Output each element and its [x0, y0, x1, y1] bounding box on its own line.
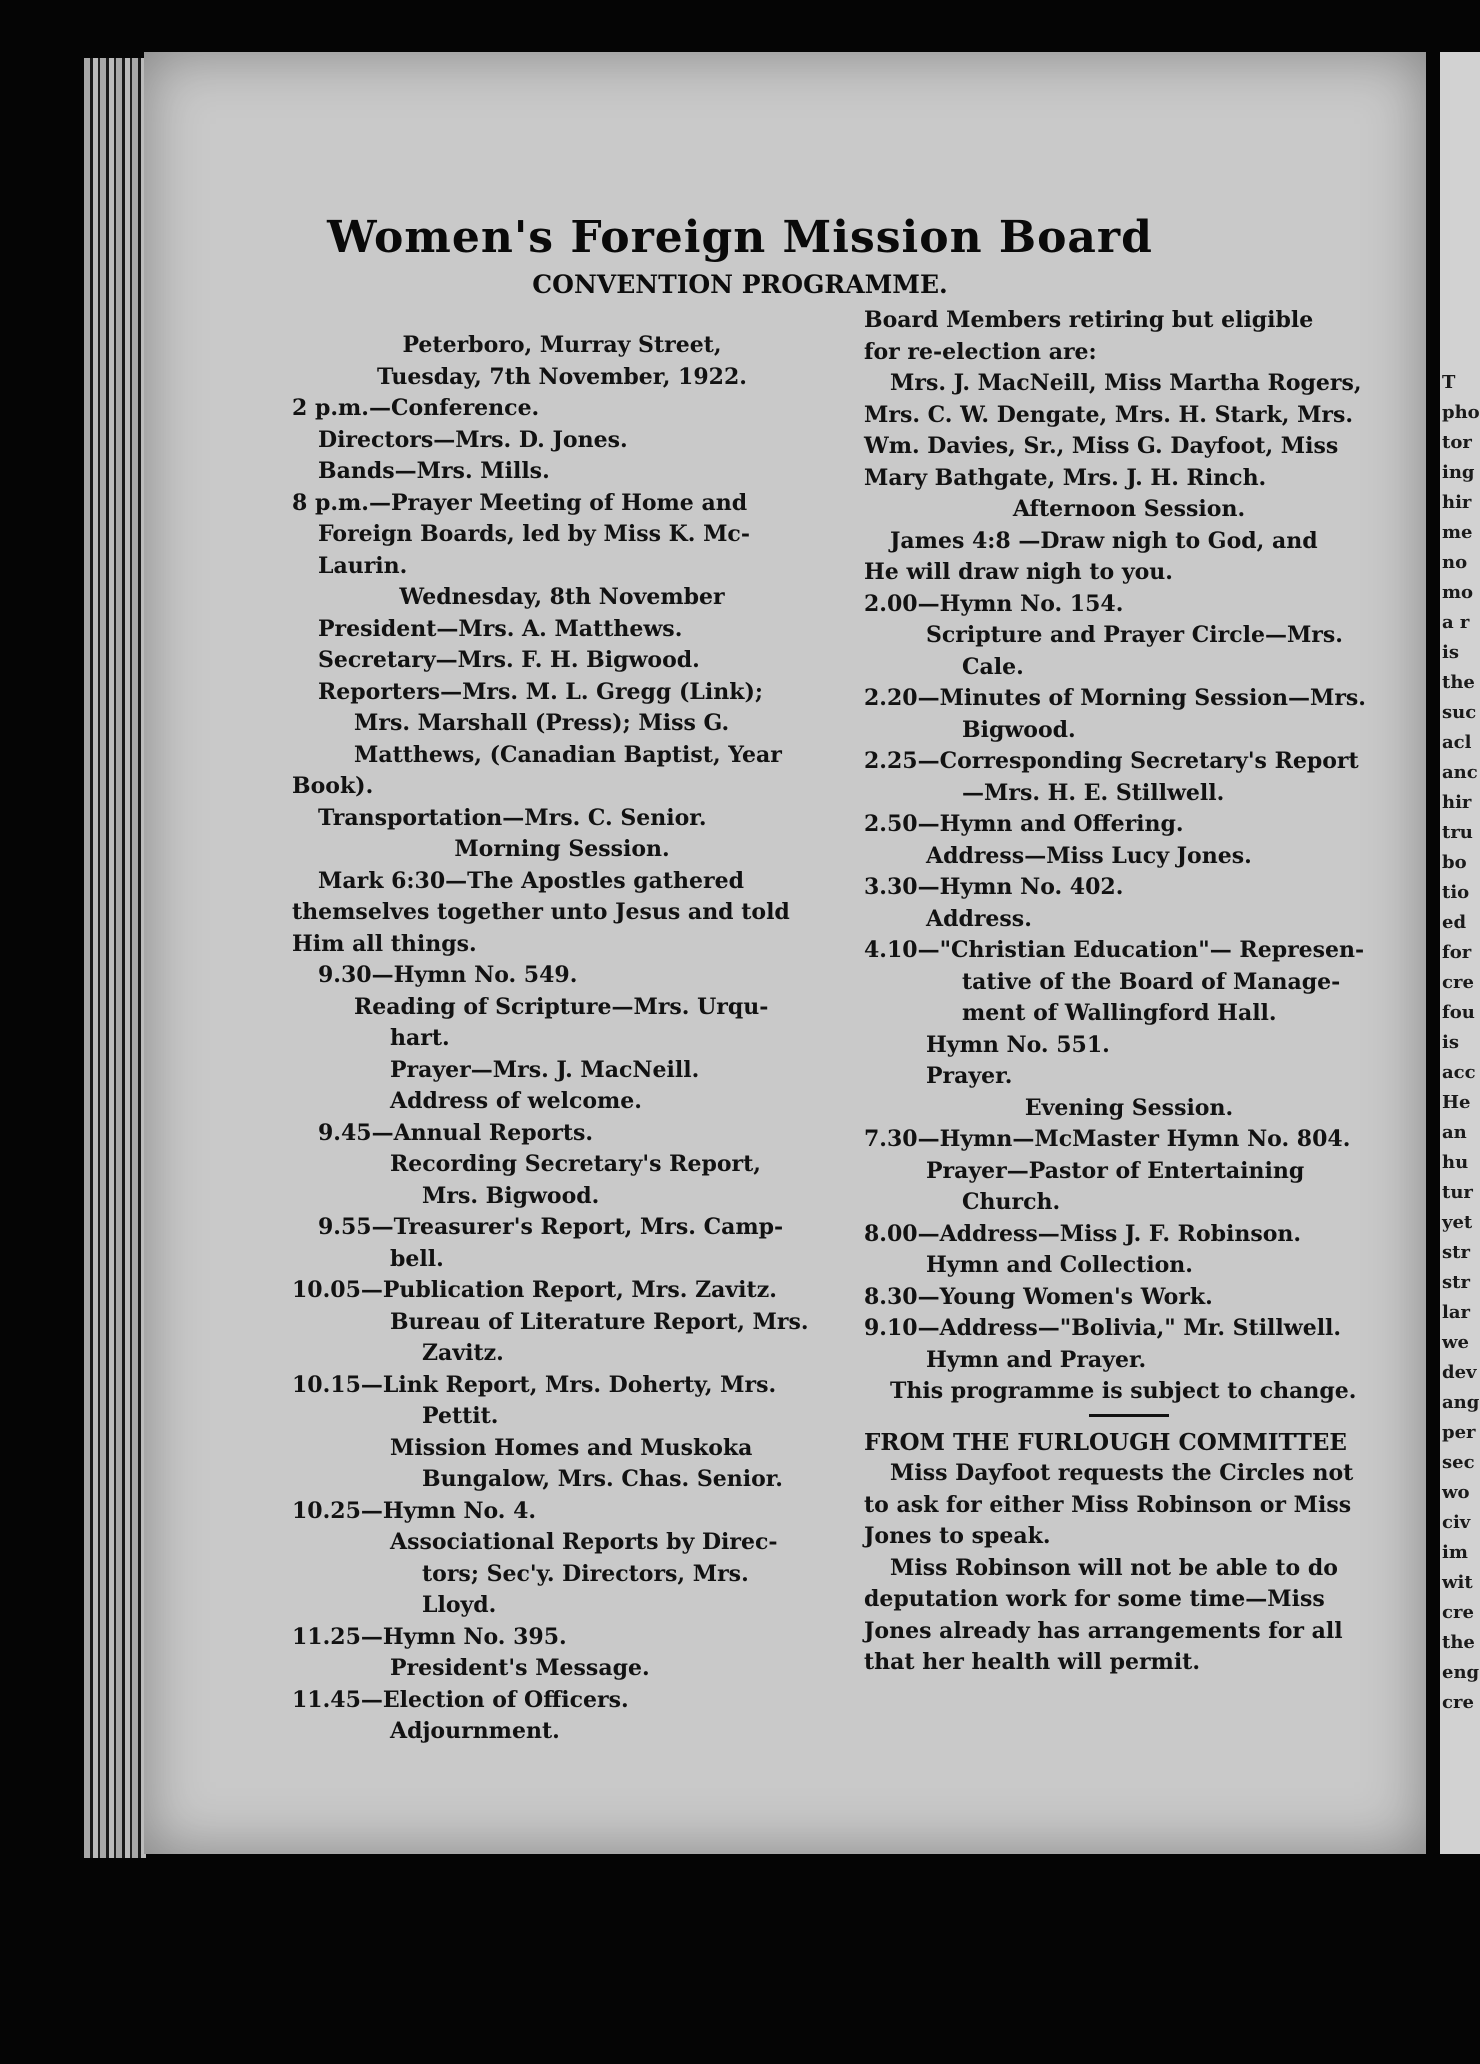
programme-line: for re-election are:	[864, 338, 1097, 365]
masthead-title: Women's Foreign Mission Board	[327, 212, 1153, 263]
programme-line: 2 p.m.—Conference.	[292, 395, 540, 421]
programme-line: President's Message.	[390, 1655, 650, 1681]
adjacent-page-fragment: an	[1442, 1122, 1467, 1143]
programme-line: Miss Robinson will not be able to do	[890, 1554, 1338, 1581]
programme-line: Mrs. Bigwood.	[422, 1182, 600, 1209]
adjacent-page-fragment: yet	[1442, 1212, 1473, 1233]
adjacent-page-fragment: the	[1442, 672, 1475, 693]
adjacent-page-fragment: we	[1442, 1332, 1469, 1353]
adjacent-page-fragment: eng	[1442, 1662, 1480, 1683]
adjacent-page-fragment: ing	[1442, 462, 1475, 483]
adjacent-page-fragment: tur	[1442, 1182, 1473, 1203]
programme-line: Foreign Boards, led by Miss K. Mc-	[318, 521, 750, 547]
section-rule	[1089, 1414, 1169, 1417]
session-heading: Wednesday, 8th November	[399, 584, 725, 610]
programme-line: that her health will permit.	[864, 1649, 1200, 1675]
programme-line: Bungalow, Mrs. Chas. Senior.	[422, 1466, 783, 1492]
adjacent-page-fragment: lar	[1442, 1302, 1470, 1323]
programme-line: themselves together unto Jesus and told	[292, 899, 790, 925]
adjacent-page-fragment: hir	[1442, 792, 1472, 813]
programme-line: Prayer—Pastor of Entertaining	[926, 1157, 1305, 1184]
programme-line: Adjournment.	[390, 1718, 560, 1744]
programme-line: Directors—Mrs. D. Jones.	[318, 426, 628, 453]
adjacent-page-fragment: str	[1442, 1272, 1470, 1293]
programme-line: 3.30—Hymn No. 402.	[864, 874, 1124, 900]
programme-line: 4.10—"Christian Education"— Represen-	[864, 937, 1365, 963]
programme-line: 2.00—Hymn No. 154.	[864, 590, 1124, 617]
programme-line: Laurin.	[318, 552, 408, 579]
adjacent-page-fragment: for	[1442, 942, 1472, 963]
programme-line: Mrs. J. MacNeill, Miss Martha Rogers,	[890, 370, 1362, 396]
session-heading: Evening Session.	[1024, 1094, 1234, 1121]
programme-line: Bands—Mrs. Mills.	[318, 458, 550, 484]
adjacent-page-fragment: is	[1442, 642, 1459, 663]
programme-line: Book).	[292, 773, 374, 799]
adjacent-page-fragment: cre	[1442, 1692, 1474, 1713]
programme-line: Cale.	[962, 653, 1024, 680]
adjacent-page-fragment: per	[1442, 1422, 1476, 1443]
programme-line: bell.	[390, 1245, 444, 1272]
programme-line: ment of Wallingford Hall.	[962, 1000, 1277, 1026]
programme-line: Him all things.	[292, 930, 477, 957]
session-heading: Tuesday, 7th November, 1922.	[377, 363, 747, 390]
programme-line: Hymn No. 551.	[926, 1031, 1110, 1058]
programme-line: He will draw nigh to you.	[864, 559, 1173, 585]
programme-line: 9.10—Address—"Bolivia," Mr. Stillwell.	[864, 1315, 1342, 1341]
adjacent-page-fragment: cre	[1442, 972, 1474, 993]
programme-line: Transportation—Mrs. C. Senior.	[318, 804, 707, 831]
programme-line: Wm. Davies, Sr., Miss G. Dayfoot, Miss	[864, 433, 1339, 459]
programme-line: Board Members retiring but eligible	[864, 307, 1314, 333]
adjacent-page-fragment: tor	[1442, 432, 1472, 453]
programme-line: tative of the Board of Manage-	[962, 968, 1341, 995]
programme-line: 2.20—Minutes of Morning Session—Mrs.	[864, 685, 1366, 711]
book-page-edges	[84, 58, 146, 1858]
adjacent-page-fragment: pho	[1442, 402, 1480, 423]
programme-line: hart.	[390, 1025, 450, 1051]
adjacent-page-fragment: im	[1442, 1542, 1468, 1563]
programme-line: deputation work for some time—Miss	[864, 1586, 1325, 1612]
programme-line: 10.15—Link Report, Mrs. Doherty, Mrs.	[292, 1371, 777, 1398]
adjacent-page-fragment: civ	[1442, 1512, 1471, 1533]
programme-left-column	[292, 330, 832, 1748]
programme-line: Jones already has arrangements for all	[864, 1617, 1343, 1644]
adjacent-page-fragment: mo	[1442, 582, 1474, 603]
adjacent-page-fragment: dev	[1442, 1362, 1477, 1383]
programme-line: Prayer—Mrs. J. MacNeill.	[390, 1056, 700, 1083]
adjacent-page-fragment: ed	[1442, 912, 1467, 933]
programme-line: Address of welcome.	[390, 1088, 642, 1114]
adjacent-page-fragment: suc	[1442, 702, 1477, 723]
programme-line: Hymn and Collection.	[926, 1252, 1193, 1278]
session-heading: Morning Session.	[454, 836, 670, 862]
adjacent-page-fragment: str	[1442, 1242, 1470, 1263]
programme-line: 8.00—Address—Miss J. F. Robinson.	[864, 1220, 1302, 1247]
adjacent-page-fragment: bo	[1442, 852, 1467, 873]
adjacent-page-fragment: wit	[1442, 1572, 1473, 1593]
programme-line: Associational Reports by Direc-	[390, 1529, 778, 1555]
programme-line: Matthews, (Canadian Baptist, Year	[354, 741, 782, 768]
programme-line: 7.30—Hymn—McMaster Hymn No. 804.	[864, 1126, 1351, 1152]
programme-line: Zavitz.	[422, 1340, 504, 1366]
programme-line: Mary Bathgate, Mrs. J. H. Rinch.	[864, 464, 1267, 491]
programme-line: to ask for either Miss Robinson or Miss	[864, 1491, 1352, 1518]
adjacent-page-fragment: wo	[1442, 1482, 1470, 1503]
programme-line: Prayer.	[926, 1063, 1013, 1089]
programme-line: Pettit.	[422, 1403, 499, 1429]
programme-line: Jones to speak.	[864, 1523, 1051, 1549]
adjacent-page-fragment: a r	[1442, 612, 1470, 633]
adjacent-page-fragment: tru	[1442, 822, 1473, 843]
programme-line: Secretary—Mrs. F. H. Bigwood.	[318, 647, 700, 673]
programme-line: 2.50—Hymn and Offering.	[864, 811, 1184, 837]
programme-line: Reading of Scripture—Mrs. Urqu-	[354, 993, 769, 1020]
programme-line: This programme is subject to change.	[890, 1378, 1357, 1404]
adjacent-page-fragment: acl	[1442, 732, 1472, 753]
programme-line: Bureau of Literature Report, Mrs.	[390, 1308, 809, 1335]
adjacent-page-fragment: hir	[1442, 492, 1472, 513]
adjacent-page-fragment: ang	[1442, 1392, 1480, 1413]
convention-programme-heading: CONVENTION PROGRAMME.	[532, 270, 948, 299]
adjacent-page-fragment: sec	[1442, 1452, 1475, 1473]
adjacent-page-fragment: no	[1442, 552, 1468, 573]
adjacent-page-fragment: tio	[1442, 882, 1470, 903]
adjacent-page-fragment: cre	[1442, 1602, 1474, 1623]
programme-line: tors; Sec'y. Directors, Mrs.	[422, 1560, 749, 1587]
section-heading: FROM THE FURLOUGH COMMITTEE	[864, 1428, 1347, 1456]
adjacent-page-fragment: hu	[1442, 1152, 1469, 1173]
programme-line: Mark 6:30—The Apostles gathered	[318, 867, 745, 894]
adjacent-page-fragment: fou	[1442, 1002, 1475, 1023]
programme-line: 8 p.m.—Prayer Meeting of Home and	[292, 489, 748, 516]
adjacent-page-fragment: the	[1442, 1632, 1475, 1653]
programme-line: 2.25—Corresponding Secretary's Report	[864, 748, 1359, 774]
programme-line: 9.30—Hymn No. 549.	[318, 962, 578, 988]
programme-line: —Mrs. H. E. Stillwell.	[962, 779, 1225, 806]
programme-line: Miss Dayfoot requests the Circles not	[890, 1460, 1354, 1486]
adjacent-page-fragment: anc	[1442, 762, 1478, 783]
programme-line: Bigwood.	[962, 716, 1076, 743]
programme-right-column	[864, 305, 1394, 1679]
programme-line: Scripture and Prayer Circle—Mrs.	[926, 622, 1343, 648]
session-heading: Afternoon Session.	[1012, 496, 1246, 522]
programme-line: Reporters—Mrs. M. L. Gregg (Link);	[318, 678, 763, 705]
programme-line: Recording Secretary's Report,	[390, 1151, 761, 1177]
programme-line: 9.45—Annual Reports.	[318, 1119, 594, 1146]
adjacent-page-fragment: is	[1442, 1032, 1459, 1053]
programme-line: President—Mrs. A. Matthews.	[318, 615, 683, 642]
programme-line: Address.	[926, 905, 1032, 932]
programme-line: Hymn and Prayer.	[926, 1346, 1147, 1373]
programme-line: 8.30—Young Women's Work.	[864, 1283, 1213, 1310]
programme-line: 10.05—Publication Report, Mrs. Zavitz.	[292, 1277, 777, 1303]
programme-line: Mrs. Marshall (Press); Miss G.	[354, 710, 730, 736]
programme-line: 10.25—Hymn No. 4.	[292, 1497, 537, 1524]
adjacent-page-fragment: me	[1442, 522, 1473, 543]
programme-line: Mrs. C. W. Dengate, Mrs. H. Stark, Mrs.	[864, 401, 1354, 428]
adjacent-page-fragment: T	[1442, 372, 1456, 393]
programme-line: Lloyd.	[422, 1592, 497, 1618]
programme-line: James 4:8 —Draw nigh to God, and	[890, 527, 1318, 554]
programme-line: 11.25—Hymn No. 395.	[292, 1623, 567, 1650]
session-heading: Peterboro, Murray Street,	[402, 332, 722, 358]
programme-line: 9.55—Treasurer's Report, Mrs. Camp-	[318, 1214, 784, 1240]
programme-line: Mission Homes and Muskoka	[390, 1434, 753, 1461]
adjacent-page-fragment: He	[1442, 1092, 1471, 1113]
programme-line: 11.45—Election of Officers.	[292, 1686, 629, 1713]
programme-line: Address—Miss Lucy Jones.	[926, 842, 1252, 869]
adjacent-page-fragment: acc	[1442, 1062, 1476, 1083]
programme-line: Church.	[962, 1189, 1061, 1215]
